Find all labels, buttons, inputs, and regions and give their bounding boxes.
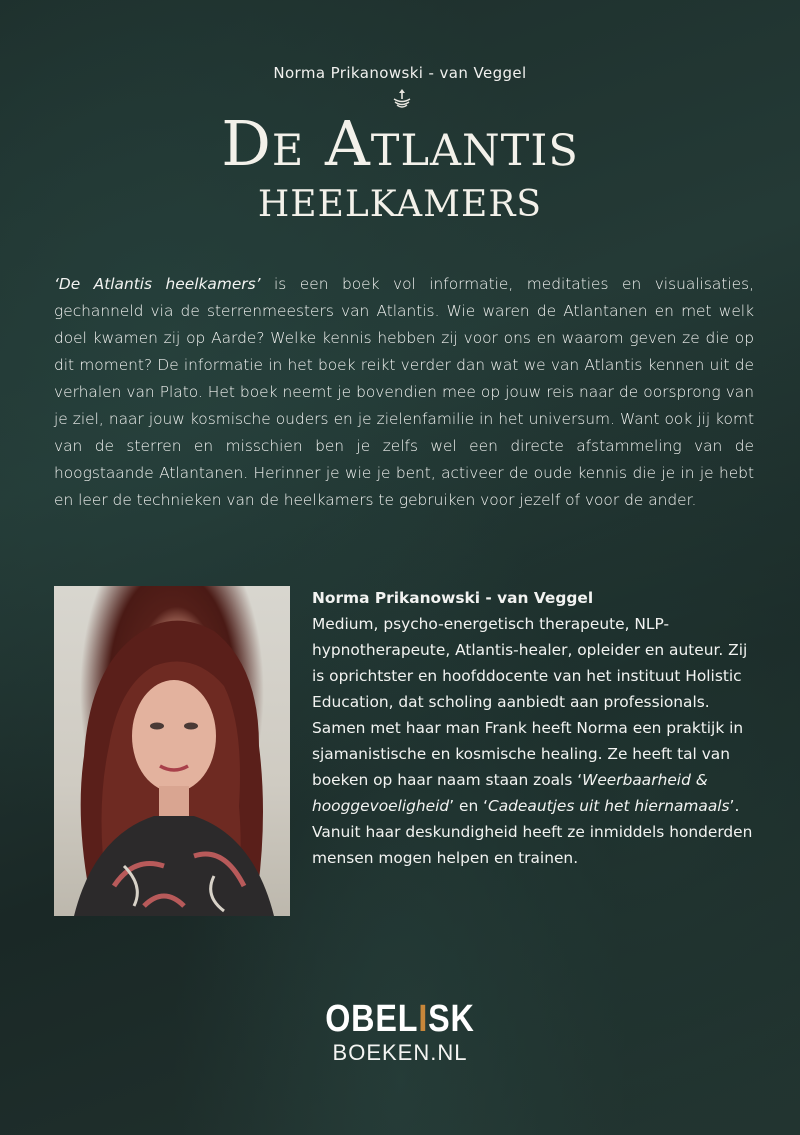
bio-book-title-2: Cadeautjes uit het hiernamaals	[487, 797, 730, 815]
book-title-line-2: heelkamers	[257, 169, 543, 229]
book-title-line-1: De Atlantis	[221, 107, 579, 180]
author-photo	[54, 586, 290, 916]
author-bio	[312, 585, 757, 871]
publisher-website: BOEKEN.NL	[332, 1040, 468, 1065]
bio-author-name: Norma Prikanowski - van Veggel	[312, 589, 594, 607]
book-blurb	[54, 271, 754, 514]
bio-text-2: ’ en ‘	[449, 797, 488, 815]
publisher-logo	[0, 1000, 800, 1066]
publisher-name	[325, 1000, 475, 1038]
bio-book-title-1: Weerbaarheid & hooggevoeligheid	[312, 771, 708, 815]
blurb-book-title: ‘De Atlantis heelkamers’	[54, 275, 261, 293]
author-name-top: Norma Prikanowski - van Veggel	[273, 64, 527, 82]
bio-text-1: Medium, psycho-energetisch therapeute, NLP-hypnotherapeute, Atlantis-healer, opleider en auteur. Zij is oprichtster en hoofddocente van het instituut Holistic Education, dat scholing aanbiedt aan professionals. Samen met haar man Frank heeft Norma een praktijk in sjamanistische en kosmische healing. Ze heeft tal van boeken op haar naam staan zoals ‘	[312, 615, 748, 789]
publisher-name-part-1: OBEL	[325, 998, 419, 1040]
blurb-text: is een boek vol informatie, meditaties en visualisaties, gechanneld via de sterrenmeesters van Atlantis. Wie waren de Atlantanen en met welk doel kwamen zij op Aarde? Welke kennis hebben zij voor ons en waarom geven ze die op dit moment? De informatie in het boek reikt verder dan wat we van Atlantis kennen uit de verhalen van Plato. Het boek neemt je bovendien mee op jouw reis naar de oorsprong van je ziel, naar jouw kosmische ouders en je zielenfamilie in het universum. Want ook jij komt van de sterren en misschien ben je zelfs wel een directe afstammeling van de hoogstaande Atlantanen. Herinner je wie je bent, activeer de oude kennis die je in je hebt en leer de technieken van de heelkamers te gebruiken voor jezelf of voor de ander.	[54, 275, 754, 509]
bio-text-3: ’. Vanuit haar deskundigheid heeft ze inmiddels honderden mensen mogen helpen en trainen.	[312, 797, 753, 867]
publisher-name-part-2: SK	[428, 998, 475, 1040]
publisher-obelisk-letter: I	[418, 998, 429, 1040]
